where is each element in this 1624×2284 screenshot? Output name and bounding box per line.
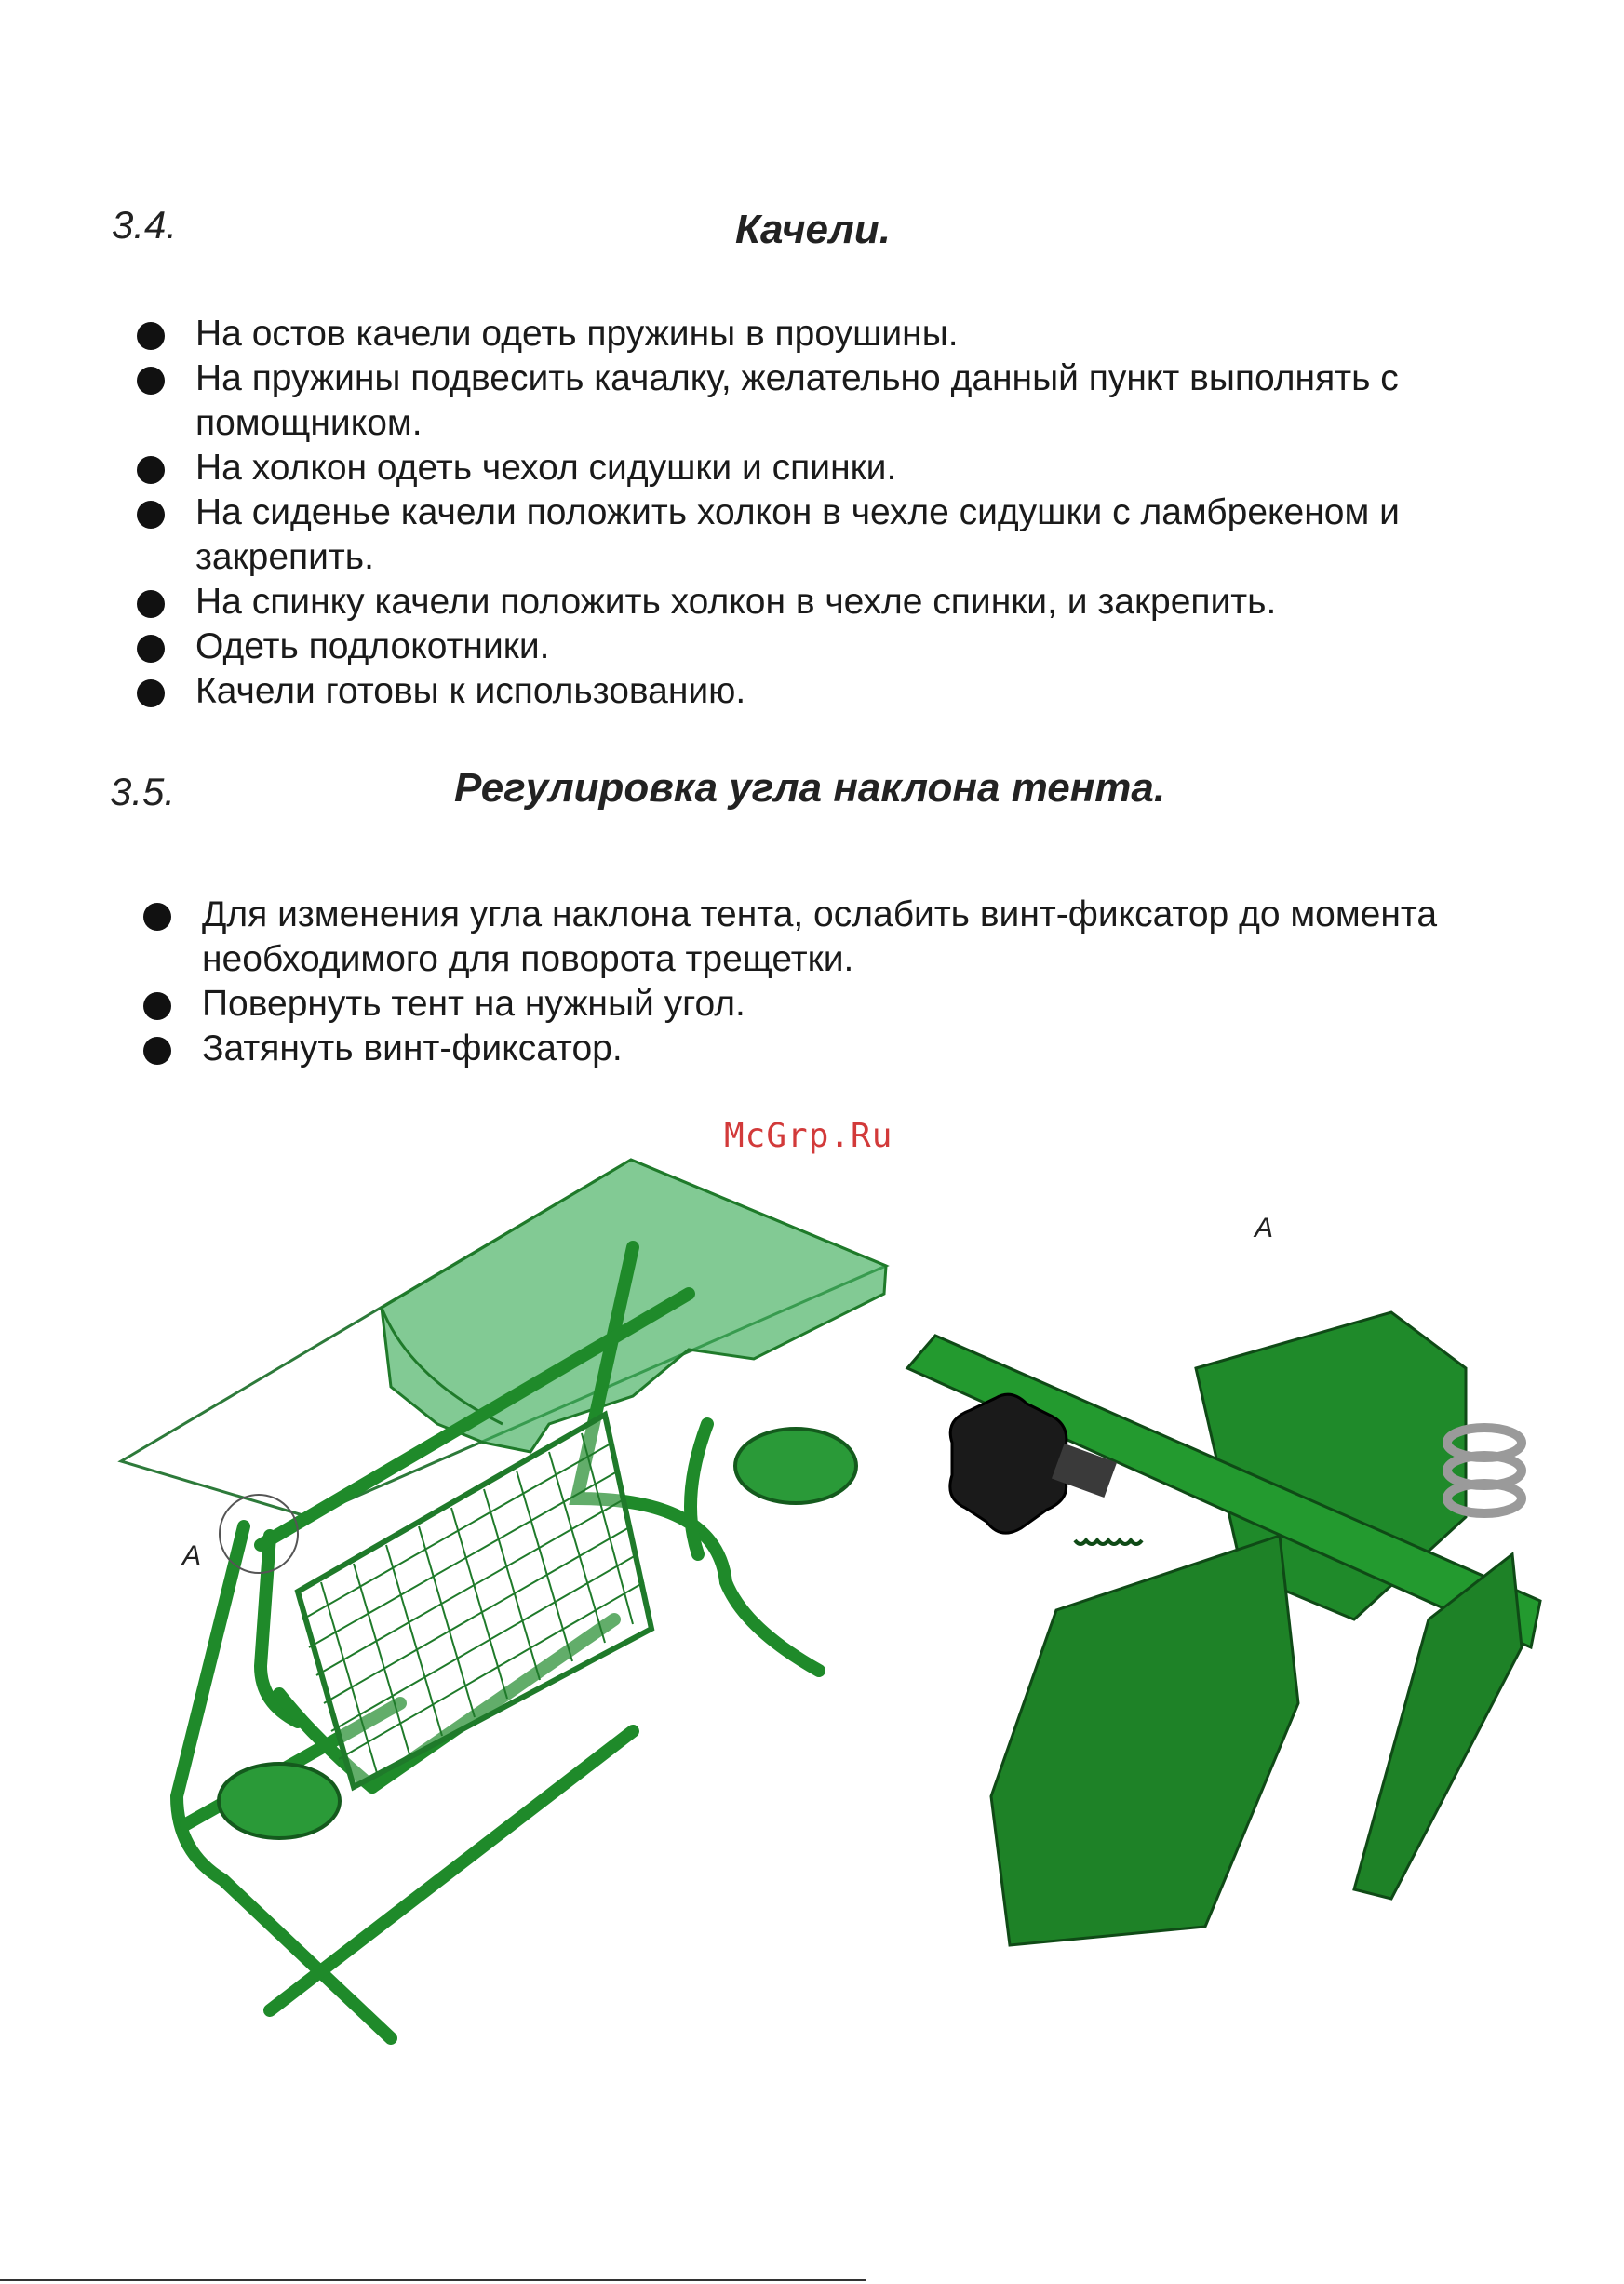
watermark: McGrp.Ru — [724, 1117, 893, 1155]
armrest-left — [219, 1764, 340, 1838]
list-item-text: Затянуть винт-фиксатор. — [202, 1028, 623, 1068]
bullet-icon — [143, 992, 171, 1020]
list-item — [195, 356, 1517, 446]
swing-label-a: A — [182, 1540, 202, 1571]
bullet-icon — [137, 679, 165, 707]
bullet-icon — [143, 1037, 171, 1065]
canopy-panel — [382, 1160, 886, 1452]
list-item — [195, 490, 1517, 580]
page-bottom-rule — [0, 2279, 866, 2281]
section-35-title: Регулировка угла наклона тента. — [454, 765, 1166, 811]
section-35-list — [202, 893, 1617, 1071]
list-item — [195, 446, 1526, 490]
list-item-text: Одеть подлокотники. — [195, 626, 550, 666]
detail-label-a: A — [1255, 1213, 1274, 1243]
section-34-title: Качели. — [735, 207, 891, 252]
bullet-icon — [137, 501, 165, 529]
bullet-icon — [137, 322, 165, 350]
section-34-list — [195, 312, 1526, 714]
section-35-number: 3.5. — [110, 770, 176, 813]
armrest-right — [735, 1429, 856, 1503]
list-item — [202, 893, 1598, 982]
list-item — [195, 580, 1526, 625]
list-item — [202, 982, 1617, 1027]
swing-illustration — [112, 1145, 931, 2038]
section-34-number: 3.4. — [112, 203, 178, 247]
list-item — [195, 625, 1526, 669]
knob — [950, 1394, 1067, 1533]
bullet-icon — [137, 635, 165, 663]
list-item-text: Для изменения угла наклона тента, ослабить винт-фиксатор до момента необходимого для поворота трещетки. — [202, 894, 1438, 979]
bullet-icon — [143, 903, 171, 931]
list-item-text: На холкон одеть чехол сидушки и спинки. — [195, 448, 897, 488]
list-item-text: На пружины подвесить качалку, желательно данный пункт выполнять с помощником. — [195, 358, 1399, 443]
bullet-icon — [137, 590, 165, 618]
bullet-icon — [137, 456, 165, 484]
list-item-text: На спинку качели положить холкон в чехле спинки, и закрепить. — [195, 582, 1277, 622]
list-item-text: Качели готовы к использованию. — [195, 671, 746, 711]
seat-mesh — [298, 1415, 651, 1787]
bracket-lower — [991, 1536, 1298, 1945]
ratchet-teeth — [1075, 1540, 1142, 1544]
list-item-text: Повернуть тент на нужный угол. — [202, 984, 745, 1024]
list-item — [195, 669, 1526, 714]
list-item-text: На сиденье качели положить холкон в чехле сидушки с ламбрекеном и закрепить. — [195, 492, 1400, 577]
detail-a-illustration — [907, 1312, 1550, 1982]
bullet-icon — [137, 367, 165, 395]
list-item — [202, 1027, 1617, 1071]
list-item — [195, 312, 1526, 356]
list-item-text: На остов качели одеть пружины в проушины. — [195, 314, 959, 354]
